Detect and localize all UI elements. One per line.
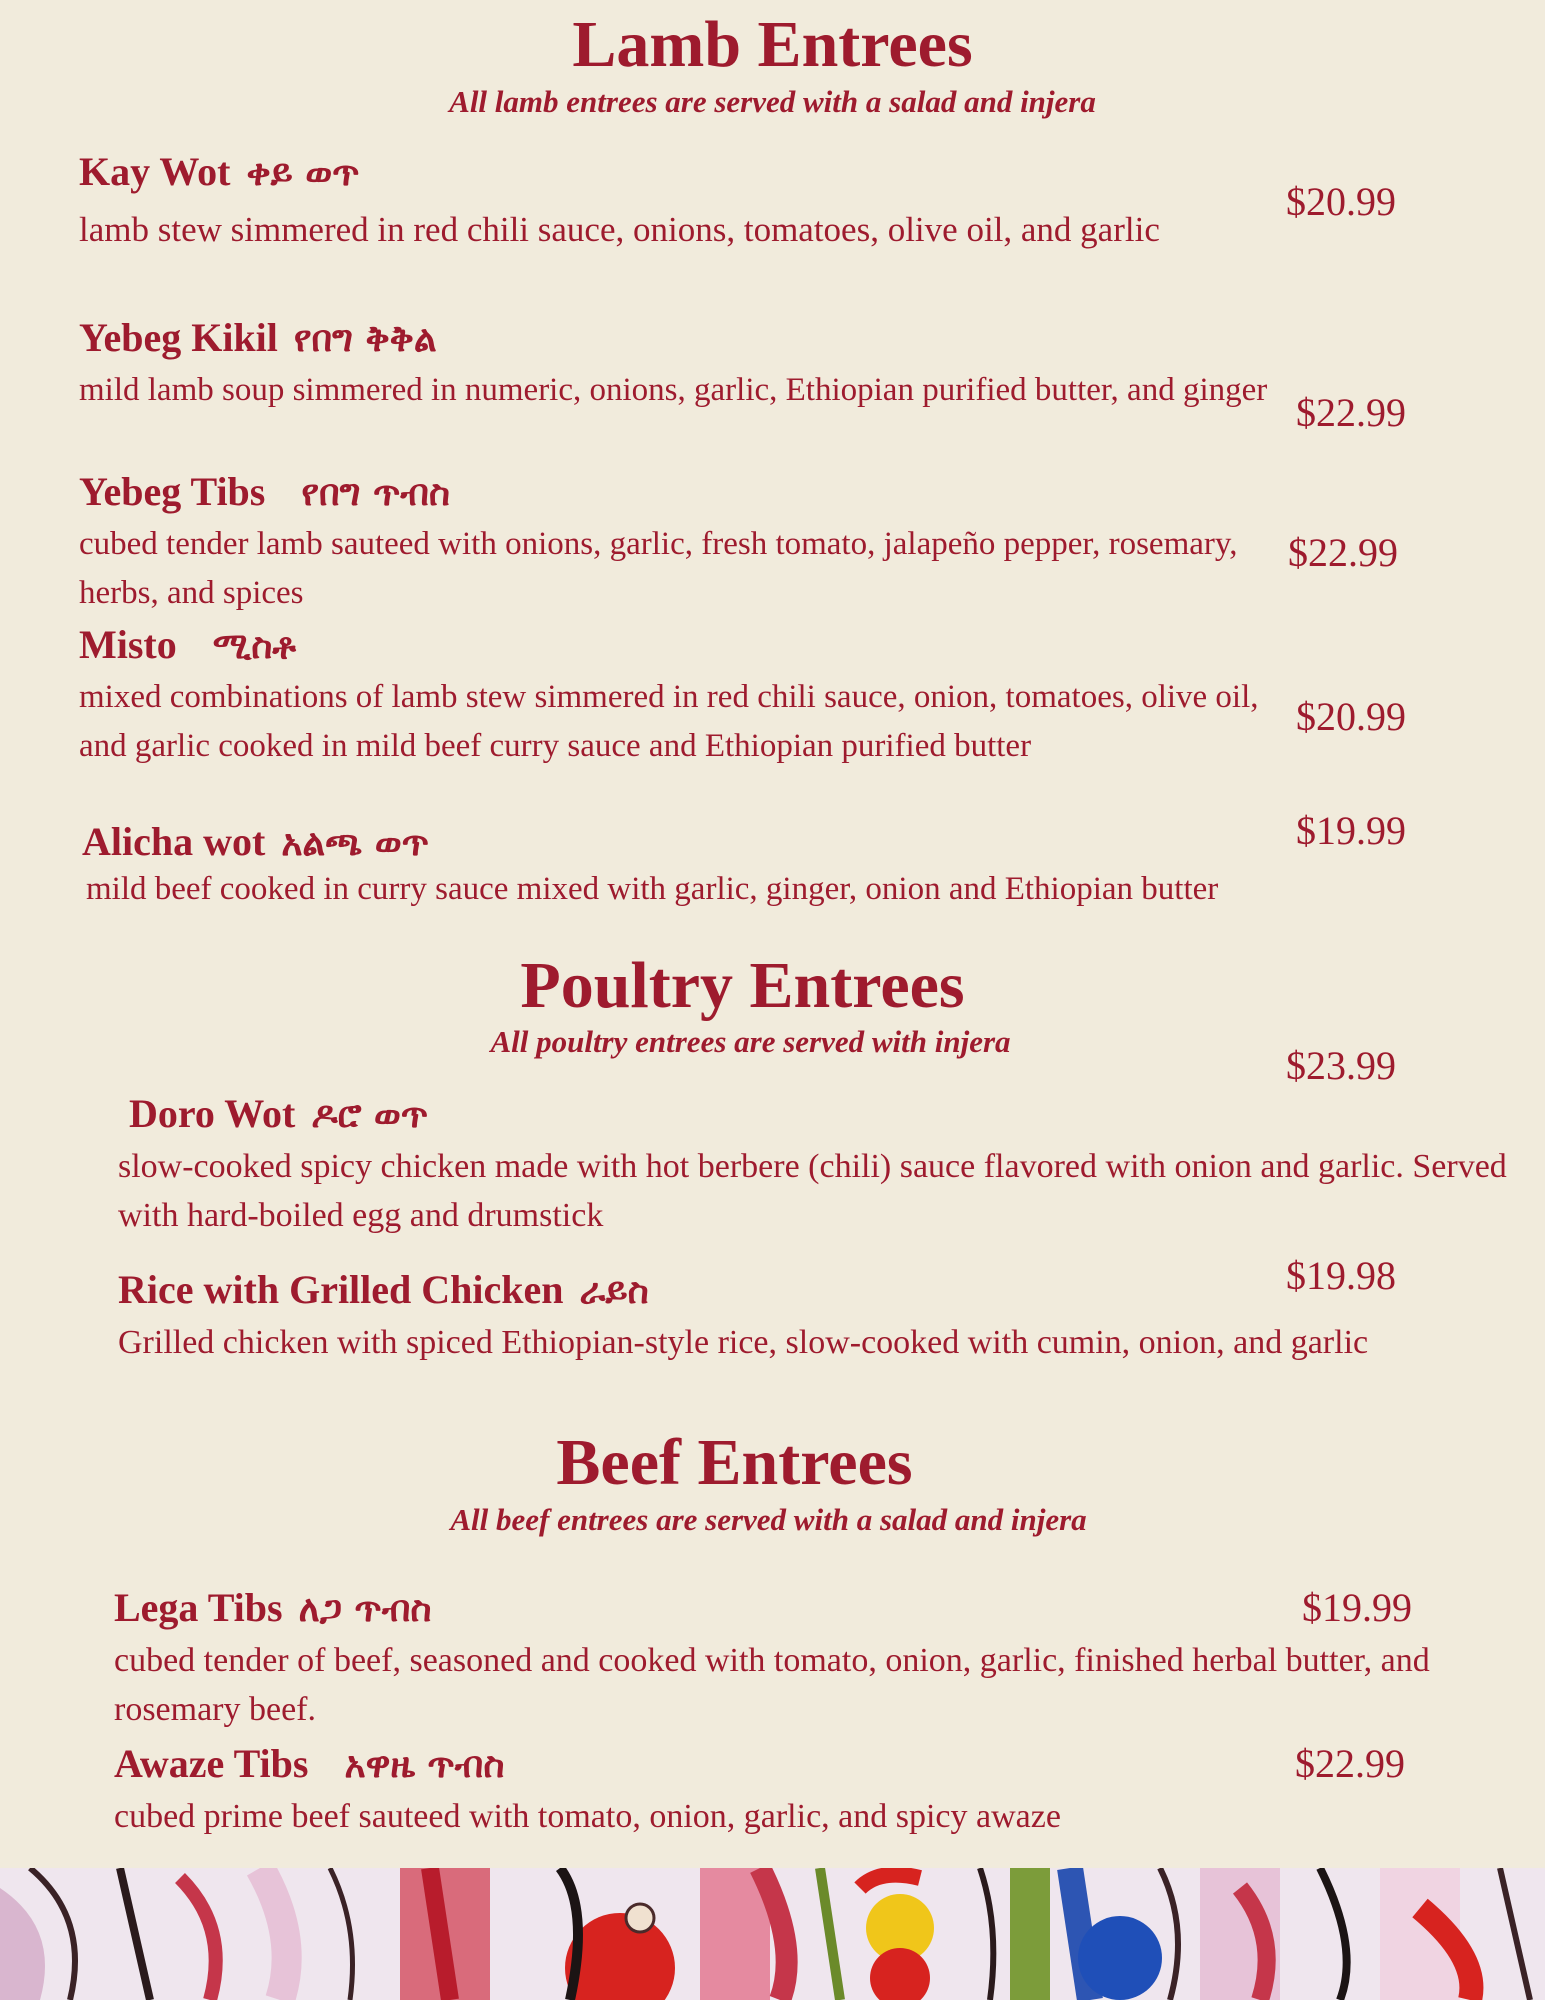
menu-item-price: $20.99: [1296, 694, 1406, 739]
menu-item-name: [114, 1741, 505, 1786]
item-name-english: Awaze Tibs: [114, 1741, 309, 1786]
item-name-amharic: ለጋ ጥብስ: [298, 1589, 432, 1630]
item-name-amharic: አልጫ ወጥ: [281, 823, 430, 864]
item-name-amharic: ዶሮ ወጥ: [311, 1095, 429, 1136]
menu-item-price: $19.99: [1296, 808, 1406, 853]
menu-item-description: cubed tender lamb sauteed with onions, garlic, fresh tomato, jalapeño pepper, rosemary, herbs, and spices: [79, 526, 1238, 611]
menu-item-price: $19.98: [1286, 1253, 1396, 1298]
menu-item-name: [129, 1091, 429, 1136]
lamb-section-subtitle: All lamb entrees are served with a salad and injera: [449, 84, 1096, 119]
item-name-english: Yebeg Tibs: [79, 469, 266, 514]
menu-item-description: slow-cooked spicy chicken made with hot berbere (chili) sauce flavored with onion and garlic. Served with hard-boiled egg and drumstick: [118, 1148, 1507, 1234]
item-name-english: Lega Tibs: [114, 1585, 283, 1630]
lamb-section-title: Lamb Entrees: [572, 8, 973, 81]
item-name-english: Yebeg Kikil: [79, 315, 278, 360]
beef-section-subtitle: All beef entrees are served with a salad and injera: [450, 1502, 1087, 1537]
menu-item-name: [79, 469, 451, 514]
menu-item-price: $23.99: [1286, 1043, 1396, 1088]
item-name-amharic: አዋዜ ጥብስ: [344, 1745, 505, 1786]
menu-item-description: mild beef cooked in curry sauce mixed with garlic, ginger, onion and Ethiopian butter: [86, 871, 1219, 907]
menu-item-description: cubed prime beef sauteed with tomato, onion, garlic, and spicy awaze: [114, 1798, 1061, 1835]
menu-item-name: [114, 1585, 432, 1630]
item-name-amharic: ሚስቶ: [212, 626, 296, 667]
menu-item-description: Grilled chicken with spiced Ethiopian-style rice, slow-cooked with cumin, onion, and garlic: [118, 1324, 1369, 1361]
menu-item-description: lamb stew simmered in red chili sauce, onions, tomatoes, olive oil, and garlic: [79, 210, 1160, 249]
item-name-english: Rice with Grilled Chicken: [118, 1267, 564, 1312]
menu-item-name: [118, 1267, 649, 1312]
menu-item-description: mild lamb soup simmered in numeric, onions, garlic, Ethiopian purified butter, and ginger: [79, 372, 1268, 408]
decorative-painting: [0, 1868, 1545, 2000]
painting-illustration: [0, 1868, 1545, 2000]
item-name-amharic: የበግ ቅቅል: [293, 319, 437, 360]
menu-item-price: $22.99: [1295, 1741, 1405, 1786]
item-name-english: Kay Wot: [79, 149, 231, 194]
menu-item-name: [79, 315, 437, 360]
menu-item-description: cubed tender of beef, seasoned and cooked with tomato, onion, garlic, finished herbal butter, and rosemary beef.: [114, 1642, 1430, 1728]
poultry-section-title: Poultry Entrees: [520, 949, 965, 1022]
menu-item-name: [79, 622, 296, 667]
menu-item-price: $20.99: [1286, 179, 1396, 224]
item-name-amharic: ራይስ: [579, 1271, 649, 1312]
menu-item-description: mixed combinations of lamb stew simmered in red chili sauce, onion, tomatoes, olive oil, and garlic cooked in mild beef curry sauce and Ethiopian purified butter: [79, 679, 1259, 764]
item-name-amharic: ቀይ ወጥ: [246, 153, 360, 194]
item-name-english: Misto: [79, 622, 177, 667]
item-name-amharic: የበግ ጥብስ: [301, 473, 451, 514]
menu-item-price: $22.99: [1296, 390, 1406, 435]
menu-item-price: $19.99: [1302, 1585, 1412, 1630]
beef-section-title: Beef Entrees: [556, 1426, 913, 1499]
poultry-section-subtitle: All poultry entrees are served with injera: [490, 1024, 1011, 1059]
menu-item-name: [79, 149, 360, 194]
item-name-english: Alicha wot: [82, 819, 266, 864]
menu-item-price: $22.99: [1288, 530, 1398, 575]
item-name-english: Doro Wot: [129, 1091, 296, 1136]
menu-item-name: [82, 819, 430, 864]
